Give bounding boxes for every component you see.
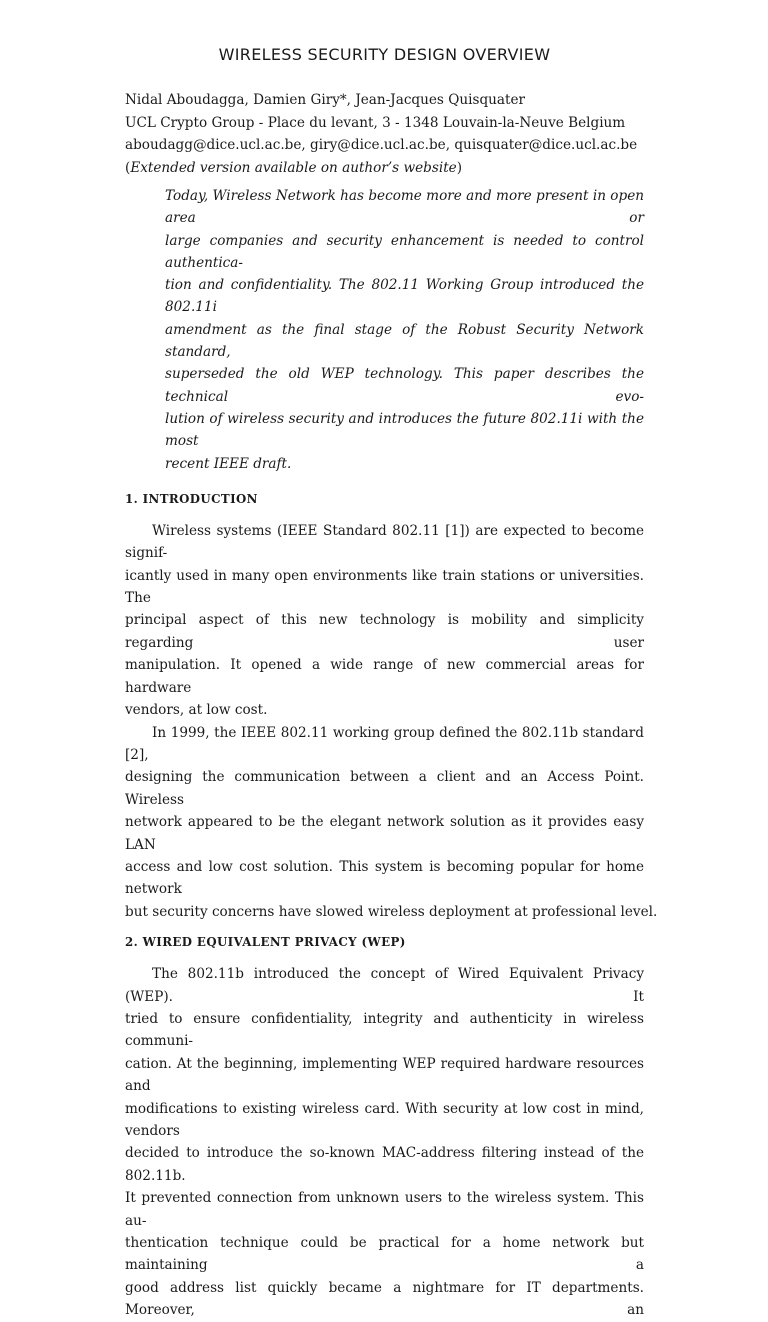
text-line: access and low cost solution. This system is becoming popular for home network bbox=[125, 858, 644, 898]
abstract-line: recent IEEE draft. bbox=[165, 455, 292, 472]
author-emails: aboudagg@dice.ucl.ac.be, giry@dice.ucl.ac.be, quisquater@dice.ucl.ac.be bbox=[125, 137, 638, 153]
text-line: but security concerns have slowed wireless deployment at professional level. bbox=[125, 903, 658, 920]
section-heading-introduction: 1. INTRODUCTION bbox=[125, 491, 258, 506]
abstract-line: Today, Wireless Network has become more and more present in open area or bbox=[165, 188, 644, 227]
text-line: Wireless systems (IEEE Standard 802.11 [1]) are expected to become signif- bbox=[125, 522, 644, 562]
abstract-line: lution of wireless security and introduces the future 802.11i with the most bbox=[165, 410, 644, 450]
section-heading-wep: 2. WIRED EQUIVALENT PRIVACY (WEP) bbox=[125, 935, 406, 950]
abstract-line: amendment as the final stage of the Robust Security Network standard, bbox=[165, 321, 644, 361]
abstract-line: tion and confidentiality. The 802.11 Working Group introduced the 802.11i bbox=[165, 277, 644, 316]
text-line: designing the communication between a client and an Access Point. Wireless bbox=[125, 769, 644, 808]
text-line: tried to ensure confidentiality, integrity and authenticity in wireless communi- bbox=[125, 1010, 644, 1050]
text-line: modifications to existing wireless card. With security at low cost in mind, vendors bbox=[125, 1100, 644, 1140]
abstract-line: large companies and security enhancement is needed to control authentica- bbox=[165, 232, 644, 271]
paper-title: WIRELESS SECURITY DESIGN OVERVIEW bbox=[218, 45, 551, 64]
paper-page bbox=[125, 44, 658, 1322]
text-line: manipulation. It opened a wide range of new commercial areas for hardware bbox=[125, 657, 644, 696]
author-names: Nidal Aboudagga, Damien Giry*, Jean-Jacques Quisquater bbox=[125, 92, 526, 108]
paragraph bbox=[125, 520, 644, 722]
paragraph bbox=[125, 722, 658, 924]
text-line: decided to introduce the so-known MAC-address filtering instead of the 802.11b. bbox=[125, 1145, 644, 1184]
extended-version-text: Extended version available on author’s website bbox=[130, 159, 457, 176]
text-line: vendors, at low cost. bbox=[125, 702, 268, 719]
paragraph bbox=[125, 963, 644, 1322]
abstract bbox=[165, 185, 644, 475]
text-line: cation. At the beginning, implementing WEP required hardware resources and bbox=[125, 1055, 644, 1095]
text-line: thentication technique could be practical for a home network but maintaining a bbox=[125, 1235, 644, 1274]
text-line: In 1999, the IEEE 802.11 working group defined the 802.11b standard [2], bbox=[125, 724, 644, 763]
text-line: network appeared to be the elegant network solution as it provides easy LAN bbox=[125, 814, 644, 853]
text-line: The 802.11b introduced the concept of Wired Equivalent Privacy (WEP). It bbox=[125, 966, 644, 1005]
text-line: It prevented connection from unknown users to the wireless system. This au- bbox=[125, 1190, 644, 1229]
text-line: good address list quickly became a nightmare for IT departments. Moreover, an bbox=[125, 1279, 644, 1319]
abstract-line: superseded the old WEP technology. This paper describes the technical evo- bbox=[165, 366, 644, 405]
author-affiliation: UCL Crypto Group - Place du levant, 3 - 1348 Louvain-la-Neuve Belgium bbox=[125, 114, 626, 131]
text-line: principal aspect of this new technology is mobility and simplicity regarding user bbox=[125, 612, 644, 651]
author-block bbox=[125, 89, 644, 179]
extended-version-note: (Extended version available on author’s website) bbox=[125, 159, 463, 176]
text-line: icantly used in many open environments like train stations or universities. The bbox=[125, 567, 644, 607]
